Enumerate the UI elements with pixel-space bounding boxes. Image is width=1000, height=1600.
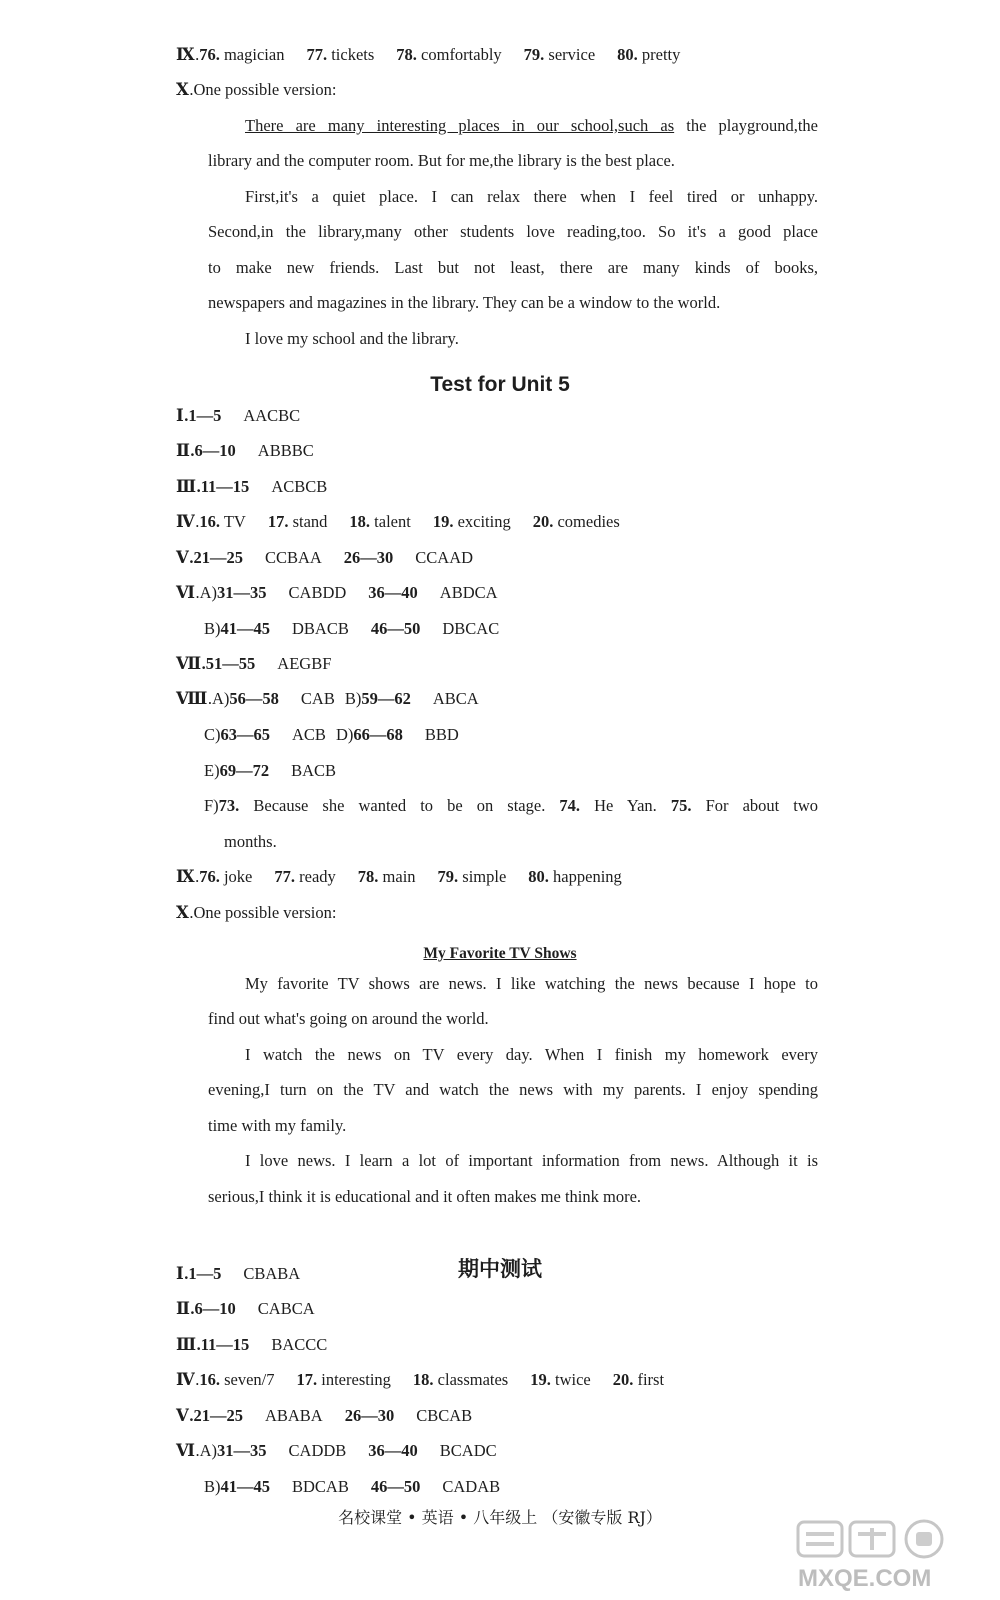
essay2-p3-line1: I love news. I learn a lot of important information from news. Although it is <box>245 1151 818 1170</box>
answer: pretty <box>641 45 681 64</box>
roman-numeral: Ⅴ <box>176 548 190 567</box>
unit5-row-8a: Ⅷ.A)56—58 CAB B)59—62 ABCA <box>176 689 479 708</box>
answer: BCADC <box>439 1441 497 1460</box>
range: 59—62 <box>361 689 411 708</box>
answer: happening <box>553 867 622 886</box>
item-number: 17. <box>296 1370 318 1389</box>
answer: CBCAB <box>416 1406 473 1425</box>
answer: CADDB <box>288 1441 347 1460</box>
watermark-icon <box>792 1518 972 1593</box>
section-10-label: Ⅹ.One possible version: <box>176 80 337 99</box>
answer: AACBC <box>243 406 301 425</box>
unit5-row-7: Ⅶ.51—55 AEGBF <box>176 654 332 673</box>
roman-numeral: Ⅳ <box>176 512 196 531</box>
range: 6—10 <box>194 441 236 460</box>
item-number: 16. <box>199 512 220 531</box>
item-number: 18. <box>349 512 371 531</box>
answer: TV <box>223 512 246 531</box>
range: 56—58 <box>229 689 279 708</box>
unit5-row-10: Ⅹ.One possible version: <box>176 903 337 922</box>
essay2-p2-line1: I watch the news on TV every day. When I finish my homework every <box>245 1045 818 1064</box>
range: 63—65 <box>220 725 270 744</box>
item-number: 16. <box>199 1370 220 1389</box>
answer: ABBBC <box>257 441 314 460</box>
answer: twice <box>554 1370 591 1389</box>
roman-numeral: Ⅵ <box>176 1441 196 1460</box>
answer: For about two <box>705 796 819 815</box>
range: 21—25 <box>193 548 243 567</box>
answer: AEGBF <box>277 654 332 673</box>
roman-numeral: Ⅹ <box>176 903 190 922</box>
item-number: 74. <box>559 796 581 815</box>
item-number: 78. <box>396 45 417 64</box>
answer: classmates <box>437 1370 509 1389</box>
range: 26—30 <box>344 1406 395 1425</box>
range: 41—45 <box>220 619 270 638</box>
item-number: 76. <box>199 45 220 64</box>
essay2-p1-line2: find out what's going on around the world. <box>208 1009 489 1028</box>
essay1-p2-line1: First,it's a quiet place. I can relax there when I feel tired or unhappy. <box>245 187 818 206</box>
item-number: 18. <box>412 1370 434 1389</box>
midterm-row-5: Ⅴ.21—25 ABABA 26—30 CBCAB <box>176 1406 473 1425</box>
part-label: D) <box>335 725 354 744</box>
part-label: F) <box>204 796 219 815</box>
midterm-row-4: Ⅳ.16. seven/7 17. interesting 18. classmates 19. twice 20. first <box>176 1370 665 1389</box>
answer: CABDD <box>288 583 347 602</box>
item-number: 77. <box>274 867 296 886</box>
item-number: 78. <box>357 867 379 886</box>
essay2-p2-line3: time with my family. <box>208 1116 347 1135</box>
unit5-row-8f <box>204 795 818 817</box>
item-number: 19. <box>432 512 454 531</box>
midterm-row-1: Ⅰ.1—5 CBABA <box>176 1264 301 1283</box>
unit5-row-8c <box>204 724 459 746</box>
roman-numeral: Ⅹ <box>176 80 190 99</box>
answer: ABABA <box>264 1406 323 1425</box>
essay1-p2-line3: to make new friends. Last but not least, there are many kinds of books, <box>208 258 818 277</box>
answer: service <box>548 45 596 64</box>
range: 26—30 <box>343 548 394 567</box>
answer: comedies <box>557 512 620 531</box>
part-label: A) <box>199 583 218 602</box>
answer: tickets <box>331 45 375 64</box>
part-label: B) <box>344 689 362 708</box>
essay1-p1-line2: library and the computer room. But for me,the library is the best place. <box>208 151 675 170</box>
answer: comfortably <box>421 45 502 64</box>
answer: ready <box>299 867 336 886</box>
unit5-row-4: Ⅳ.16. TV 17. stand 18. talent 19. exciting 20. comedies <box>176 512 620 531</box>
text: the playground,the <box>674 116 818 135</box>
roman-numeral: Ⅷ <box>176 689 208 708</box>
answer: magician <box>223 45 285 64</box>
essay1-p2-line2: Second,in the library,many other students love reading,too. So it's a good place <box>208 222 818 241</box>
unit5-row-8e <box>204 760 336 782</box>
item-number: 80. <box>528 867 549 886</box>
item-number: 19. <box>530 1370 551 1389</box>
essay2-p3-line2: serious,I think it is educational and it often makes me think more. <box>208 1187 642 1206</box>
item-number: 73. <box>218 796 240 815</box>
answer: DBCAC <box>442 619 500 638</box>
answer: CCAAD <box>415 548 474 567</box>
range: 1—5 <box>188 1264 222 1283</box>
item-number: 79. <box>523 45 545 64</box>
roman-numeral: Ⅰ <box>176 1264 185 1283</box>
roman-numeral: Ⅲ <box>176 1335 197 1354</box>
section-9-answers: Ⅸ.76. magician 77. tickets 78. comfortably 79. service 80. pretty <box>176 45 681 64</box>
answer: BACCC <box>271 1335 328 1354</box>
essay2-p2-line2: evening,I turn on the TV and watch the news with my parents. I enjoy spending <box>208 1080 818 1099</box>
answer: first <box>637 1370 665 1389</box>
range: 46—50 <box>370 1477 421 1496</box>
range: 11—15 <box>200 477 250 496</box>
answer: ACBCB <box>271 477 328 496</box>
item-number: 77. <box>306 45 328 64</box>
unit5-row-8f-cont: months. <box>224 832 277 851</box>
roman-numeral: Ⅴ <box>176 1406 190 1425</box>
answer: CBABA <box>243 1264 301 1283</box>
range: 36—40 <box>368 583 418 602</box>
roman-numeral: Ⅱ <box>176 1299 191 1318</box>
essay1-p3-line1: I love my school and the library. <box>245 329 459 348</box>
answer: stand <box>292 512 328 531</box>
item-number: 75. <box>670 796 692 815</box>
midterm-row-2: Ⅱ.6—10 CABCA <box>176 1299 315 1318</box>
essay-title-text: My Favorite TV Shows <box>423 945 577 962</box>
watermark-logo <box>792 1518 972 1593</box>
answer: BDCAB <box>292 1477 349 1496</box>
answer: CCBAA <box>264 548 322 567</box>
essay2-p1-line1: My favorite TV shows are news. I like watching the news because I hope to <box>245 974 818 993</box>
version-label: One possible version: <box>193 80 337 99</box>
midterm-title: 期中测试 <box>458 1257 542 1281</box>
unit5-row-6b <box>204 618 499 640</box>
unit5-row-3: Ⅲ.11—15 ACBCB <box>176 477 328 496</box>
answer: He Yan. <box>594 796 657 815</box>
answer: simple <box>462 867 507 886</box>
range: 1—5 <box>188 406 222 425</box>
item-number: 20. <box>532 512 554 531</box>
range: 51—55 <box>205 654 256 673</box>
range: 11—15 <box>200 1335 250 1354</box>
range: 41—45 <box>220 1477 270 1496</box>
range: 21—25 <box>193 1406 243 1425</box>
part-label: E) <box>204 761 220 780</box>
range: 31—35 <box>217 1441 267 1460</box>
answer: ABCA <box>432 689 479 708</box>
roman-numeral: Ⅲ <box>176 477 197 496</box>
unit5-row-1: Ⅰ.1—5 AACBC <box>176 406 301 425</box>
item-number: 80. <box>617 45 638 64</box>
answer: interesting <box>321 1370 391 1389</box>
answer: BACB <box>291 761 337 780</box>
answer: ACB <box>292 725 326 744</box>
range: 66—68 <box>353 725 403 744</box>
answer: DBACB <box>292 619 349 638</box>
part-label: B) <box>204 619 221 638</box>
unit5-row-2: Ⅱ.6—10 ABBBC <box>176 441 314 460</box>
item-number: 79. <box>437 867 459 886</box>
midterm-row-6b <box>204 1476 500 1498</box>
answer: seven/7 <box>224 1370 275 1389</box>
answer: main <box>382 867 416 886</box>
item-number: 76. <box>199 867 220 886</box>
unit5-row-5: Ⅴ.21—25 CCBAA 26—30 CCAAD <box>176 548 474 567</box>
item-number: 17. <box>267 512 289 531</box>
essay1-p2-line4: newspapers and magazines in the library. They can be a window to the world. <box>208 293 721 312</box>
answer: joke <box>223 867 253 886</box>
unit5-row-6a: Ⅵ.A)31—35 CABDD 36—40 ABDCA <box>176 583 498 602</box>
answer: BBD <box>424 725 459 744</box>
roman-numeral: Ⅱ <box>176 441 191 460</box>
part-label: A) <box>211 689 230 708</box>
version-label: One possible version: <box>193 903 337 922</box>
midterm-row-6a: Ⅵ.A)31—35 CADDB 36—40 BCADC <box>176 1441 497 1460</box>
essay2-title <box>0 945 1000 963</box>
range: 69—72 <box>219 761 270 780</box>
essay1-p1-line1 <box>245 115 818 137</box>
roman-numeral: Ⅵ <box>176 583 196 602</box>
roman-numeral: Ⅰ <box>176 406 185 425</box>
midterm-row-3: Ⅲ.11—15 BACCC <box>176 1335 328 1354</box>
part-label: B) <box>204 1477 221 1496</box>
watermark-text: MXQE.COM <box>798 1565 932 1592</box>
range: 46—50 <box>370 619 421 638</box>
roman-numeral: Ⅸ <box>176 867 196 886</box>
underlined-text: There are many interesting places in our school,such as <box>245 116 675 135</box>
answer: exciting <box>457 512 511 531</box>
answer: CADAB <box>442 1477 501 1496</box>
range: 31—35 <box>217 583 267 602</box>
answer: CABCA <box>257 1299 315 1318</box>
answer: CAB <box>300 689 335 708</box>
roman-numeral: Ⅶ <box>176 654 202 673</box>
answer: Because she wanted to be on stage. <box>253 796 546 815</box>
unit5-title: Test for Unit 5 <box>430 373 570 396</box>
roman-numeral: Ⅳ <box>176 1370 196 1389</box>
range: 36—40 <box>368 1441 418 1460</box>
part-label: A) <box>199 1441 218 1460</box>
roman-numeral: Ⅸ <box>176 45 196 64</box>
unit5-row-9: Ⅸ.76. joke 77. ready 78. main 79. simple 80. happening <box>176 867 622 886</box>
answer: ABDCA <box>439 583 498 602</box>
item-number: 20. <box>612 1370 634 1389</box>
page-footer: 名校课堂 • 英语 • 八年级上 （安徽专版 RJ） <box>338 1508 662 1527</box>
range: 6—10 <box>194 1299 236 1318</box>
part-label: C) <box>204 725 221 744</box>
answer: talent <box>374 512 411 531</box>
